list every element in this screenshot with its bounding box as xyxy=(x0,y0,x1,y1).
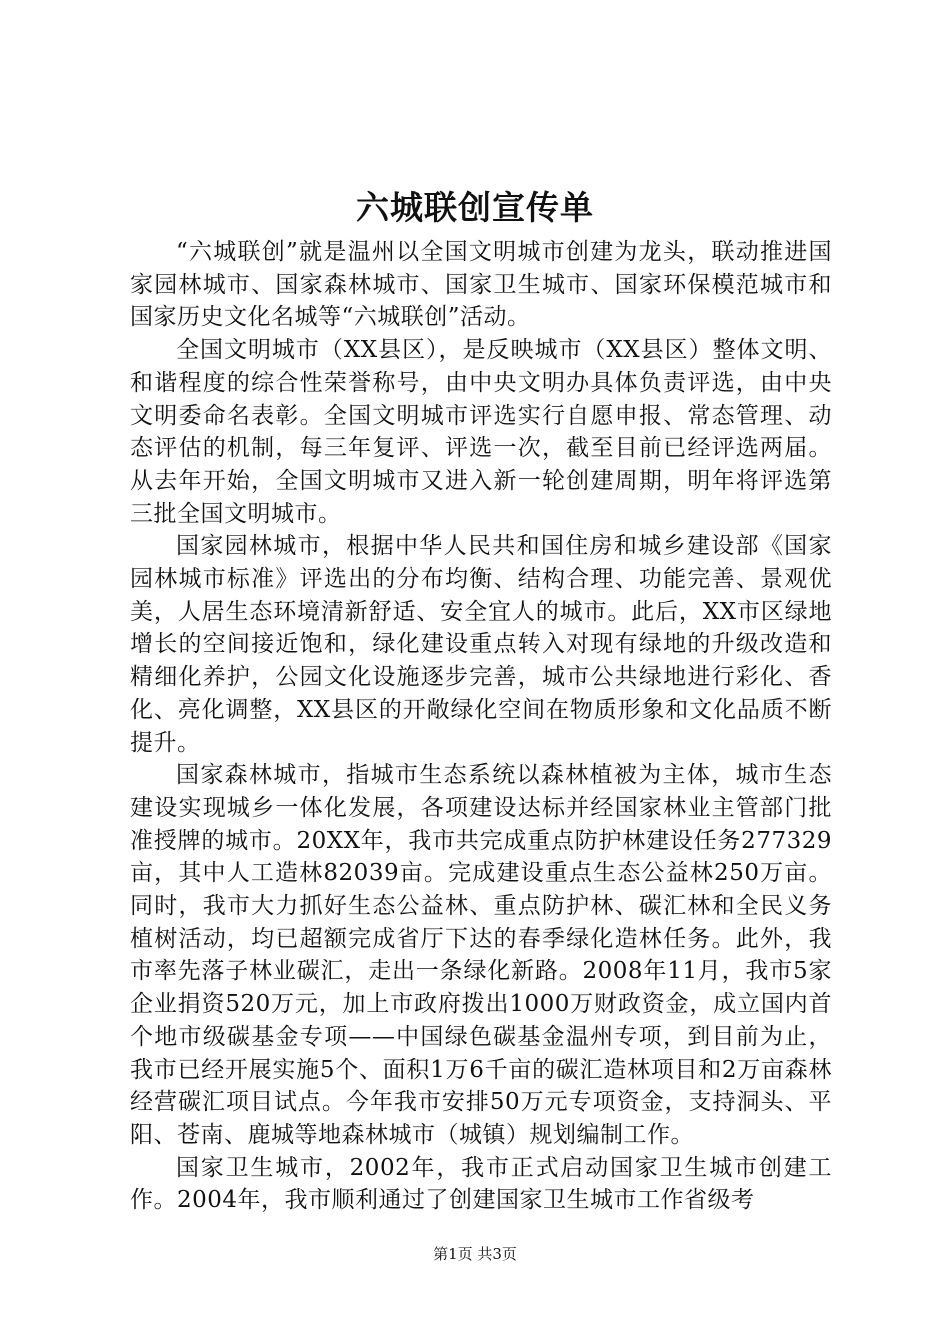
paragraph-forest-city: 国家森林城市，指城市生态系统以森林植被为主体，城市生态建设实现城乡一体化发展，各项建设达标并经国家林业主管部门批准授牌的城市。20XX年，我市共完成重点防护林建设任务277329亩，其中人工造林82039亩。完成建设重点生态公益林250万亩。同时，我市大力抓好生态公益林、重点防护林、碳汇林和全民义务植树活动，均已超额完成省厅下达的春季绿化造林任务。此外，我市率先落子林业碳汇，走出一条绿化新路。2008年11月，我市5家企业捐资520万元，加上市政府拨出1000万财政资金，成立国内首个地市级碳基金专项——中国绿色碳基金温州专项，到目前为止，我市已经开展实施5个、面积1万6千亩的碳汇造林项目和2万亩森林经营碳汇项目试点。今年我市安排50万元专项资金，支持洞头、平阳、苍南、鹿城等地森林城市（城镇）规划编制工作。 xyxy=(130,762,832,1148)
document-title: 六城联创宣传单 xyxy=(356,188,594,227)
page-number-footer: 第1页 共3页 xyxy=(433,1245,517,1263)
paragraph-sanitary-city: 国家卫生城市，2002年，我市正式启动国家卫生城市创建工作。2004年，我市顺利通过了创建国家卫生城市工作省级考 xyxy=(130,1154,832,1214)
document-body xyxy=(130,236,832,1217)
paragraph-garden-city: 国家园林城市，根据中华人民共和国住房和城乡建设部《国家园林城市标准》评选出的分布均衡、结构合理、功能完善、景观优美，人居生态环境清新舒适、安全宜人的城市。此后，XX市区绿地增长的空间接近饱和，绿化建设重点转入对现有绿地的升级改造和精细化养护，公园文化设施逐步完善，城市公共绿地进行彩化、香化、亮化调整，XX县区的开敞绿化空间在物质形象和文化品质不断提升。 xyxy=(130,533,832,756)
paragraph-civilized-city: 全国文明城市（XX县区），是反映城市（XX县区）整体文明、和谐程度的综合性荣誉称号，由中央文明办具体负责评选，由中央文明委命名表彰。全国文明城市评选实行自愿申报、常态管理、动态评估的机制，每三年复评、评选一次，截至目前已经评选两届。从去年开始，全国文明城市又进入新一轮创建周期，明年将评选第三批全国文明城市。 xyxy=(130,337,832,527)
paragraph-intro: “六城联创”就是温州以全国文明城市创建为龙头，联动推进国家园林城市、国家森林城市、国家卫生城市、国家环保模范城市和国家历史文化名城等“六城联创”活动。 xyxy=(130,239,832,331)
